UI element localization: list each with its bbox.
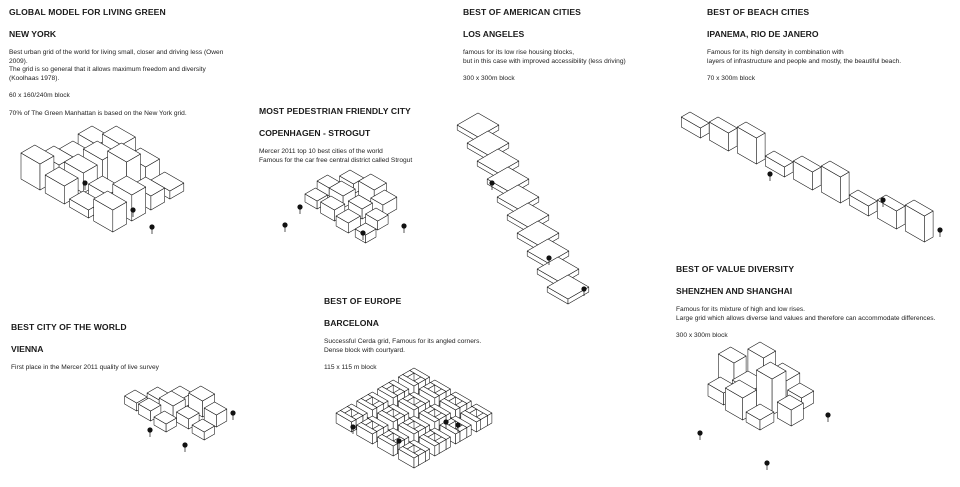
panel-block-size: 115 x 115 m block [324,364,377,372]
vienna-blocks [125,386,236,452]
building-block [737,122,765,164]
panel-description: Successful Cerda grid, Famous for its angled corners. Dense block with courtyard. [324,338,482,354]
building-block [905,200,933,242]
panel-city: COPENHAGEN - STROGUT [259,128,371,138]
panel-description: First place in the Mercer 2011 quality of live survey [11,364,159,371]
tree-icon [182,442,187,452]
tree-icon [401,223,406,233]
panel-city: LOS ANGELES [463,29,525,39]
panel-block-size: 70 x 300m block [707,75,756,83]
tree-icon [230,410,235,420]
block-face-right [840,172,849,203]
newyork-blocks [21,126,184,234]
tree-icon [147,427,152,437]
panel-note: 70% of The Green Manhattan is based on the New York grid. [9,109,187,117]
panel-block-size: 60 x 160/240m block [9,92,70,100]
panel-heading: BEST OF AMERICAN CITIES [463,7,582,17]
panel-description: Best urban grid of the world for living small, closer and driving less (Owen 2009). The grid is so general that it allows maximum freedom and diversity (Koolhaas 1978). [9,49,224,82]
losangeles-blocks [457,113,589,304]
panel-city: BARCELONA [324,318,379,328]
barcelona-blocks [336,368,492,468]
panel-heading: BEST OF BEACH CITIES [707,7,810,17]
tree-icon [282,222,287,232]
panel-block-size: 300 x 300m block [463,75,515,83]
building-block [681,112,709,138]
panel-description: Famous for its high density in combination with layers of infrastructure and people and mostly, the beautiful beach. [707,49,902,65]
panel-city: VIENNA [11,344,44,354]
tree-icon [297,204,302,214]
copenhagen-blocks [282,170,406,243]
panel-block-size: 300 x 300m block [676,332,728,340]
block-face-right [924,211,933,242]
block-face-right [756,133,765,164]
building-block [793,156,821,190]
panel-city: SHENZHEN AND SHANGHAI [676,286,793,296]
tree-icon [767,171,772,181]
tree-icon [764,460,769,470]
building-block [849,190,877,216]
building-block [821,161,849,203]
panel-city: NEW YORK [9,29,57,39]
panel-heading: BEST CITY OF THE WORLD [11,322,127,332]
panel-heading: GLOBAL MODEL FOR LIVING GREEN [9,7,166,17]
tree-icon [697,430,702,440]
ipanema-blocks [681,112,942,242]
shenzhen-blocks [697,342,830,470]
building-block [709,117,737,151]
panel-description: famous for its low rise housing blocks, but in this case with improved accessibility (less driving) [463,49,626,65]
panel-description: Mercer 2011 top 10 best cities of the world Famous for the car free central district called Strogut [259,148,413,164]
panel-heading: BEST OF EUROPE [324,296,402,306]
panel-heading: BEST OF VALUE DIVERSITY [676,264,795,274]
panel-heading: MOST PEDESTRIAN FRIENDLY CITY [259,106,411,116]
tree-icon [937,227,942,237]
panel-city: IPANEMA, RIO DE JANERO [707,29,819,39]
tree-icon [825,412,830,422]
panel-description: Famous for its mixture of high and low rises. Large grid which allows diverse land values and therefore can accommodate differences. [676,306,936,322]
tree-icon [149,224,154,234]
